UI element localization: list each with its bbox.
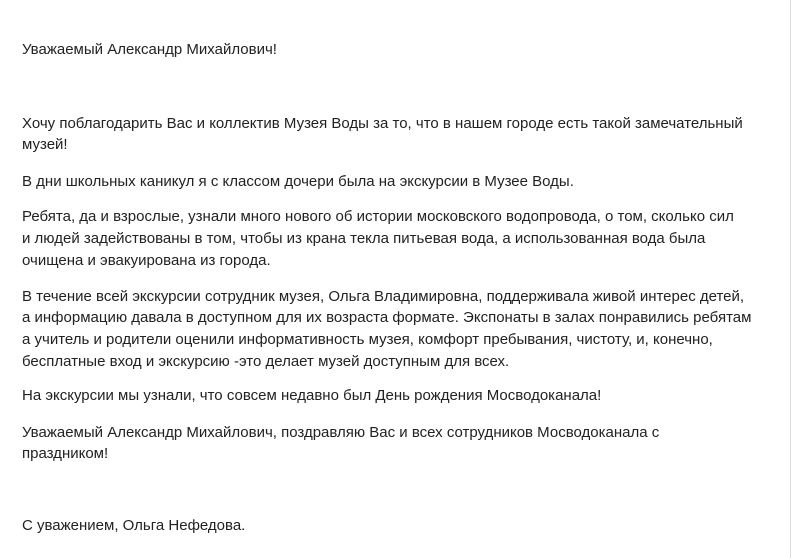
paragraph-3-line-1: Ребята, да и взрослые, узнали много нового об истории московского водопровода, о том, сколько сил — [22, 208, 734, 225]
paragraph-2-line-1: В дни школьных каникул я с классом дочери была на экскурсии в Музее Воды. — [22, 173, 574, 190]
letter-greeting: Уважаемый Александр Михайлович! — [22, 41, 277, 58]
paragraph-6-line-1: Уважаемый Александр Михайлович, поздравляю Вас и всех сотрудников Мосводоканала с — [22, 424, 660, 441]
paragraph-1-line-2: музей! — [22, 136, 68, 153]
paragraph-3-line-2: и людей задействованы в том, чтобы из крана текла питьевая вода, а использованная вода была — [22, 230, 706, 247]
paragraph-4-line-1: В течение всей экскурсии сотрудник музея, Ольга Владимировна, поддерживала живой интерес детей, — [22, 288, 745, 305]
paragraph-1-line-1: Хочу поблагодарить Вас и коллектив Музея Воды за то, что в нашем городе есть такой замечательный — [22, 115, 743, 132]
paragraph-4-line-4: бесплатные вход и экскурсию -это делает музей доступным для всех. — [22, 353, 510, 370]
letter-signature: С уважением, Ольга Нефедова. — [22, 517, 246, 534]
paragraph-5-line-1: На экскурсии мы узнали, что совсем недавно был День рождения Мосводоканала! — [22, 387, 602, 404]
paragraph-6-line-2: праздником! — [22, 445, 109, 462]
paragraph-3-line-3: очищена и эвакуирована из города. — [22, 252, 271, 269]
paragraph-4-line-3: а учитель и родители оценили информативность музея, комфорт пребывания, чистоту, и, конечно, — [22, 331, 713, 348]
paragraph-4-line-2: а информацию давала в доступном для их возраста формате. Экспонаты в залах понравились ребятам — [22, 309, 752, 326]
